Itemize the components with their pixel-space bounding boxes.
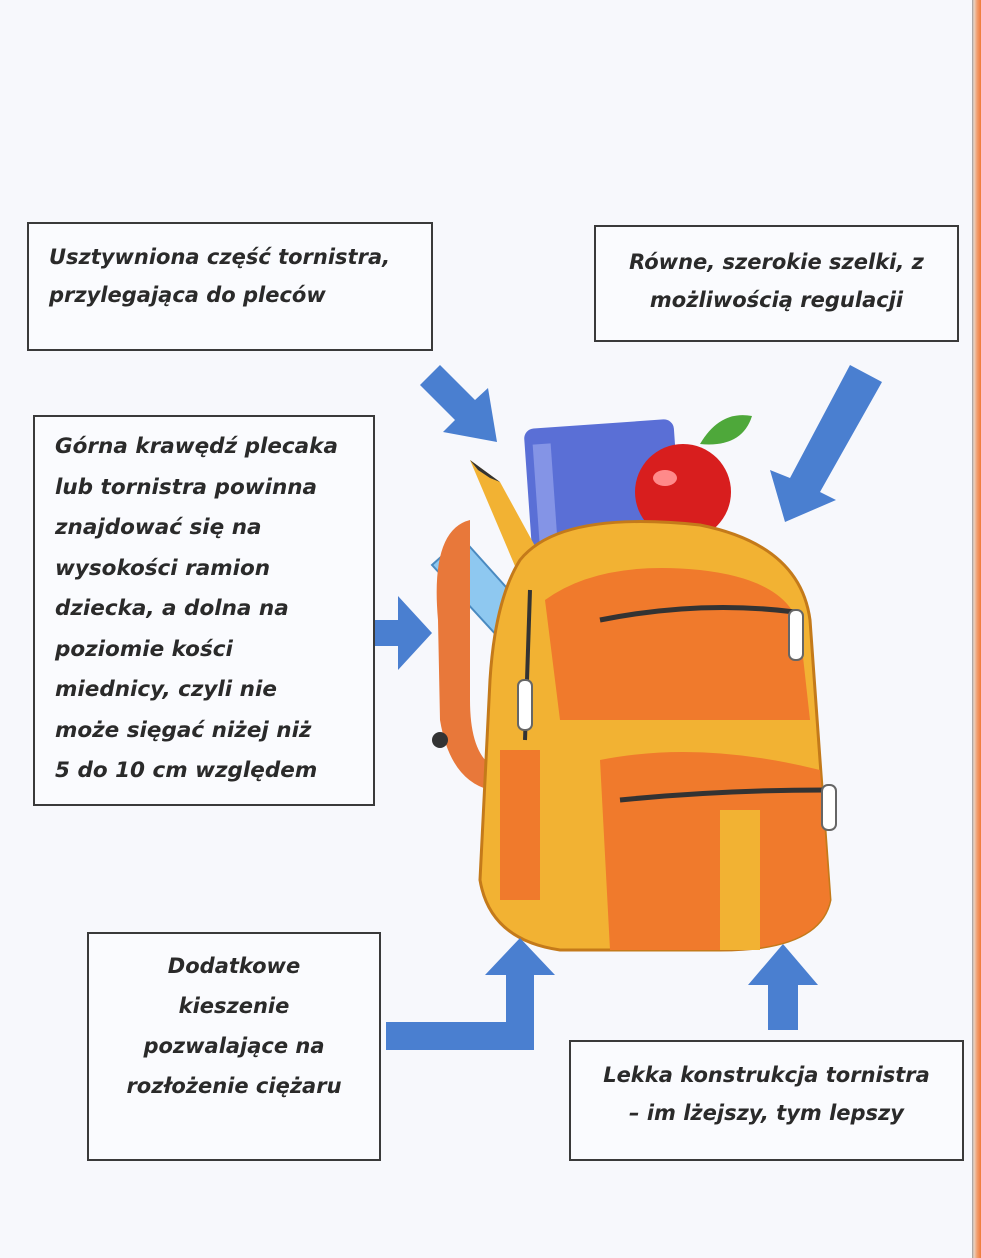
arrow-elbow-up-icon <box>386 938 555 1050</box>
box-text: poziomie kości <box>55 636 233 662</box>
box-text: dziecka, a dolna na <box>55 596 289 621</box>
box-text: Lekka konstrukcja tornistra <box>603 1063 930 1087</box>
apple-leaf <box>700 415 752 444</box>
arrow-up-icon <box>748 944 818 1030</box>
box-text: kieszenie <box>178 994 290 1018</box>
box-text: Dodatkowe <box>167 954 301 978</box>
box-text: Usztywniona część tornistra, <box>49 245 391 269</box>
box-text: rozłożenie ciężaru <box>126 1074 342 1098</box>
box-text: przylegająca do pleców <box>49 283 326 307</box>
box-rigid-back <box>27 222 433 351</box>
box-text: pozwalające na <box>143 1034 325 1058</box>
box-lightweight <box>569 1040 964 1161</box>
box-text: Górna krawędź plecaka <box>55 434 338 459</box>
backpack-illustration <box>432 415 836 950</box>
box-pockets <box>87 932 381 1161</box>
box-height <box>33 415 375 806</box>
box-text: znajdować się na <box>55 515 262 540</box>
arrow-right-icon <box>368 596 432 670</box>
box-straps <box>594 225 959 342</box>
box-text: możliwością regulacji <box>649 288 904 312</box>
box-text: 5 do 10 cm względem <box>55 758 318 783</box>
box-text: może sięgać niżej niż <box>55 717 312 743</box>
box-text: lub tornistra powinna <box>55 474 318 500</box>
box-text: Równe, szerokie szelki, z <box>629 250 924 274</box>
arrow-diagonal-right-icon <box>770 365 882 522</box>
arrow-diagonal-left-icon <box>420 365 497 442</box>
box-text: – im lżejszy, tym lepszy <box>629 1101 904 1125</box>
box-text: miednicy, czyli nie <box>55 677 277 702</box>
box-text: wysokości ramion <box>55 555 271 581</box>
